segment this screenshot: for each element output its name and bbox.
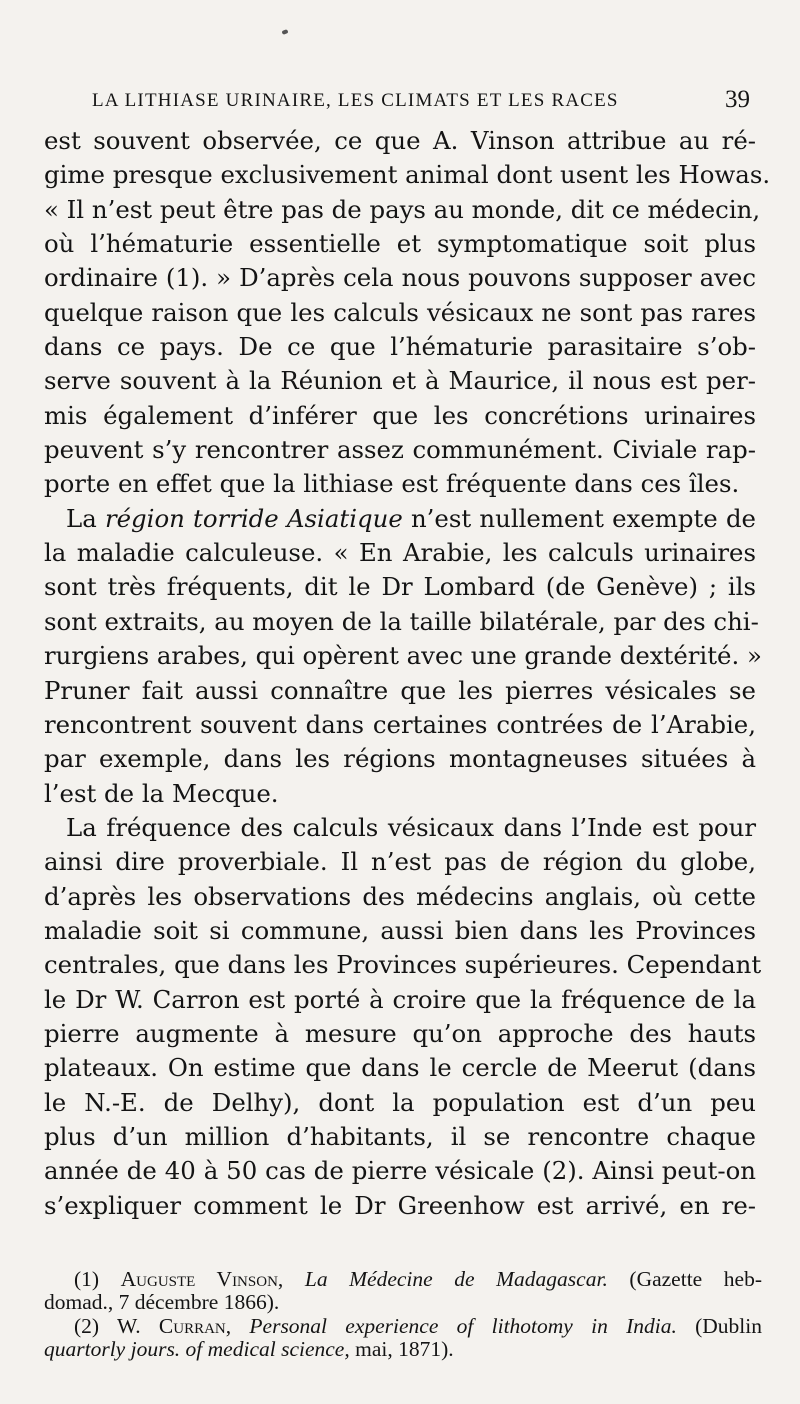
text-line: est souvent observée, ce que A. Vinson attribue au ré-	[44, 126, 756, 155]
text-line: sont extraits, au moyen de la taille bilatérale, par des chi-	[44, 606, 759, 636]
footnote-1-marker: (1)	[74, 1267, 121, 1291]
footnote-1	[44, 1268, 762, 1291]
body-text	[44, 124, 771, 1223]
region-line-post: n’est nullement exempte de	[402, 503, 756, 533]
ink-speck	[281, 29, 288, 35]
footnote-1-title: La Médecine de Madagascar.	[283, 1267, 608, 1291]
text-line: maladie soit si commune, aussi bien dans les Provinces	[44, 915, 756, 945]
footnote-2-author: Curran,	[158, 1313, 232, 1338]
region-line	[44, 502, 756, 536]
text-line: dans ce pays. De ce que l’hématurie parasitaire s’ob-	[44, 332, 756, 362]
text-line: La fréquence des calculs vésicaux dans l’Inde est pour	[66, 812, 756, 842]
text-line: pierre augmente à mesure qu’on approche des hauts	[44, 1018, 756, 1048]
text-line: quelque raison que les calculs vésicaux ne sont pas rares	[44, 297, 756, 327]
footnote-2-rest: (Dublin	[676, 1313, 763, 1338]
text-line: où l’hématurie essentielle et symptomatique soit plus	[44, 229, 756, 259]
region-line-pre: La	[66, 503, 105, 533]
text-line: mis également d’inférer que les concrétions urinaires	[44, 400, 756, 430]
region-line-italic: région torride Asiatique	[104, 503, 403, 533]
footnote-2-title: Personal experience of lithotomy in India.	[231, 1313, 677, 1338]
text-line: « Il n’est peut être pas de pays au monde, dit ce médecin,	[44, 194, 761, 224]
running-title: LA LITHIASE URINAIRE, LES CLIMATS ET LES RACES	[92, 90, 619, 111]
text-line: rencontrent souvent dans certaines contrées de l’Arabie,	[44, 709, 756, 739]
footnote-1-author: Auguste Vinson,	[120, 1267, 284, 1291]
footnote-2-marker: (2) W.	[74, 1313, 159, 1338]
footnote-1-rest: (Gazette heb-	[607, 1267, 762, 1291]
text-line: année de 40 à 50 cas de pierre vésicale (2). Ainsi peut-on	[44, 1156, 756, 1186]
page-header	[92, 86, 750, 116]
text-line: le Dr W. Carron est porté à croire que la fréquence de la	[44, 984, 756, 1014]
text-line: rurgiens arabes, qui opèrent avec une grande dextérité. »	[44, 641, 762, 671]
text-line: plus d’un million d’habitants, il se rencontre chaque	[44, 1121, 756, 1151]
footnote-2-date: mai, 1871).	[349, 1337, 454, 1362]
text-line: porte en effet que la lithiase est fréquente dans ces îles.	[44, 469, 740, 499]
text-line: serve souvent à la Réunion et à Maurice, il nous est per-	[44, 366, 756, 396]
text-line: gime presque exclusivement animal dont usent les Howas.	[44, 160, 771, 190]
text-line: s’expliquer comment le Dr Greenhow est arrivé, en re-	[44, 1190, 756, 1220]
footnote-2-continued	[44, 1338, 762, 1361]
text-line: ainsi dire proverbiale. Il n’est pas de région du globe,	[44, 847, 756, 877]
text-line: centrales, que dans les Provinces supérieures. Cependant	[44, 950, 762, 980]
text-line: le N.-E. de Delhy), dont la population est d’un peu	[44, 1087, 756, 1117]
footnote-1-continued: domad., 7 décembre 1866).	[44, 1290, 280, 1315]
text-line: ordinaire (1). » D’après cela nous pouvons supposer avec	[44, 263, 756, 293]
text-line: la maladie calculeuse. « En Arabie, les calculs urinaires	[44, 538, 756, 568]
text-line: peuvent s’y rencontrer assez communément. Civiale rap-	[44, 435, 756, 465]
text-line: Pruner fait aussi connaître que les pierres vésicales se	[44, 675, 756, 705]
text-line: par exemple, dans les régions montagneuses situées à	[44, 744, 756, 774]
footnote-2-journal: quartorly jours. of medical science,	[44, 1337, 350, 1362]
text-line: sont très fréquents, dit le Dr Lombard (de Genève) ; ils	[44, 572, 756, 602]
page-number: 39	[725, 86, 750, 113]
text-line: plateaux. On estime que dans le cercle de Meerut (dans	[44, 1053, 756, 1083]
footnotes	[44, 1268, 762, 1362]
text-line: d’après les observations des médecins anglais, où cette	[44, 881, 756, 911]
footnote-2	[44, 1315, 762, 1338]
text-line: l’est de la Mecque.	[44, 778, 279, 808]
